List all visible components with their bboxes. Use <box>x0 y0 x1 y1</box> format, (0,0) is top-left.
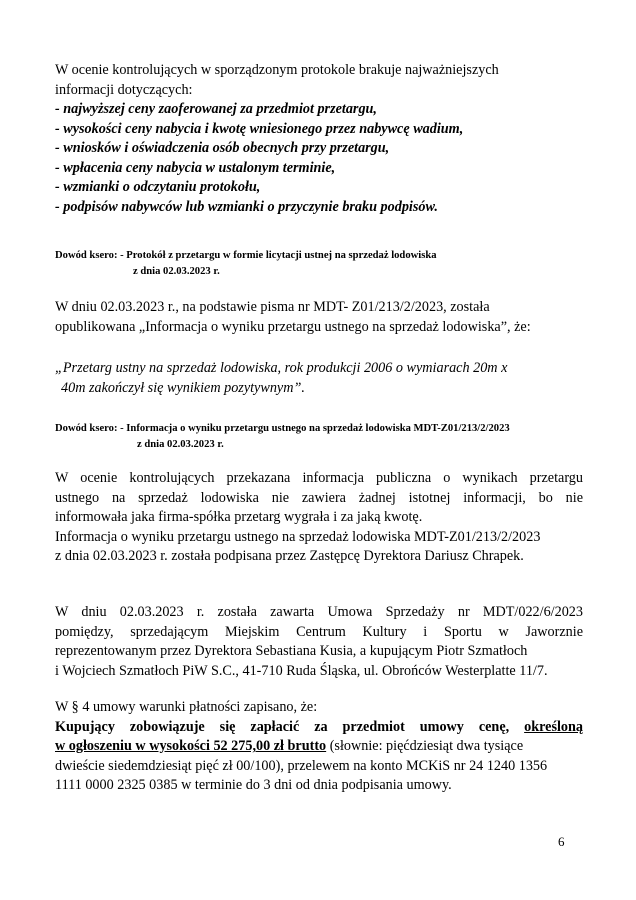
quote-line-2: 40m zakończył się wynikiem pozytywnym”. <box>61 379 305 396</box>
evidence-date: z dnia 02.03.2023 r. <box>133 266 220 277</box>
publication-line-2: opublikowana „Informacja o wyniku przetargu ustnego na sprzedaż lodowiska”, że: <box>55 318 531 335</box>
assessment-line-1: W ocenie kontrolujących przekazana informacja publiczna o wynikach przetargu <box>55 470 583 486</box>
quote-line-1: „Przetarg ustny na sprzedaż lodowiska, rok produkcji 2006 o wymiarach 20m x <box>55 360 508 376</box>
publication-paragraph <box>55 298 583 337</box>
payment-bold-text: Kupujący zobowiązuje się zapłacić za przedmiot umowy cenę, <box>55 718 510 735</box>
evidence-line: Dowód ksero: - Protokół z przetargu w formie licytacji ustnej na sprzedaż lodowiska <box>55 250 437 261</box>
quote-block <box>55 359 583 398</box>
payment-line-3: dwieście siedemdziesiąt pięć zł 00/100), przelewem na konto MCKiS nr 24 1240 1356 <box>55 757 548 774</box>
payment-bold-underlined: określoną <box>524 718 583 735</box>
evidence-note-2 <box>55 421 510 453</box>
missing-info-item: - wpłacenia ceny nabycia w ustalonym terminie, <box>55 159 336 176</box>
payment-amount: w ogłoszeniu w wysokości 52 275,00 zł brutto <box>55 738 327 754</box>
missing-info-item: - podpisów nabywców lub wzmianki o przyczynie braku podpisów. <box>55 198 438 215</box>
missing-info-item: - wzmianki o odczytaniu protokołu, <box>55 179 261 195</box>
publication-line-1: W dniu 02.03.2023 r., na podstawie pisma nr MDT- Z01/213/2/2023, została <box>55 299 490 315</box>
intro-paragraph <box>55 61 583 217</box>
payment-line-2 <box>55 737 583 757</box>
assessment-line-5: z dnia 02.03.2023 r. została podpisana przez Zastępcę Dyrektora Dariusz Chrapek. <box>55 548 524 564</box>
contract-line-2: pomiędzy, sprzedającym Miejskim Centrum Kultury i Sportu w Jaworznie <box>55 623 583 640</box>
payment-amount-words: (słownie: pięćdziesiąt dwa tysiące <box>326 738 524 754</box>
missing-info-item: - wniosków i oświadczenia osób obecnych przy przetargu, <box>55 140 390 156</box>
intro-lead-line-1: W ocenie kontrolujących w sporządzonym protokole brakuje najważniejszych <box>55 62 499 78</box>
assessment-paragraph <box>55 469 583 567</box>
payment-line-4: 1111 0000 2325 0385 w terminie do 3 dni od dnia podpisania umowy. <box>55 777 452 793</box>
page-number: 6 <box>558 834 565 849</box>
payment-paragraph <box>55 698 583 796</box>
contract-line-3: reprezentowanym przez Dyrektora Sebastiana Kusia, a kupującym Piotr Szmatłoch <box>55 643 528 659</box>
contract-line-4: i Wojciech Szmatłoch PiW S.C., 41-710 Ruda Śląska, ul. Obrońców Westerplatte 11/7. <box>55 662 548 679</box>
contract-paragraph <box>55 603 583 681</box>
evidence-date: z dnia 02.03.2023 r. <box>137 439 224 450</box>
contract-line-1: W dniu 02.03.2023 r. została zawarta Umowa Sprzedaży nr MDT/022/6/2023 <box>55 604 583 620</box>
evidence-line: Dowód ksero: - Informacja o wyniku przetargu ustnego na sprzedaż lodowiska MDT-Z01/213/2/2023 <box>55 423 510 434</box>
assessment-line-3: informowała jaka firma-spółka przetarg wygrała i za jaką kwotę. <box>55 509 423 525</box>
payment-line-1 <box>55 718 583 738</box>
assessment-line-4: Informacja o wyniku przetargu ustnego na sprzedaż lodowiska MDT-Z01/213/2/2023 <box>55 528 541 545</box>
assessment-line-2: ustnego na sprzedaż lodowiska nie zawiera żadnej istotnej informacji, bo nie <box>55 489 583 506</box>
intro-lead-line-2: informacji dotyczących: <box>55 81 193 98</box>
payment-intro: W § 4 umowy warunki płatności zapisano, że: <box>55 699 318 715</box>
missing-info-item: - wysokości ceny nabycia i kwotę wniesionego przez nabywcę wadium, <box>55 120 464 137</box>
missing-info-item: - najwyższej ceny zaoferowanej za przedmiot przetargu, <box>55 101 377 117</box>
evidence-note-1 <box>55 248 437 280</box>
